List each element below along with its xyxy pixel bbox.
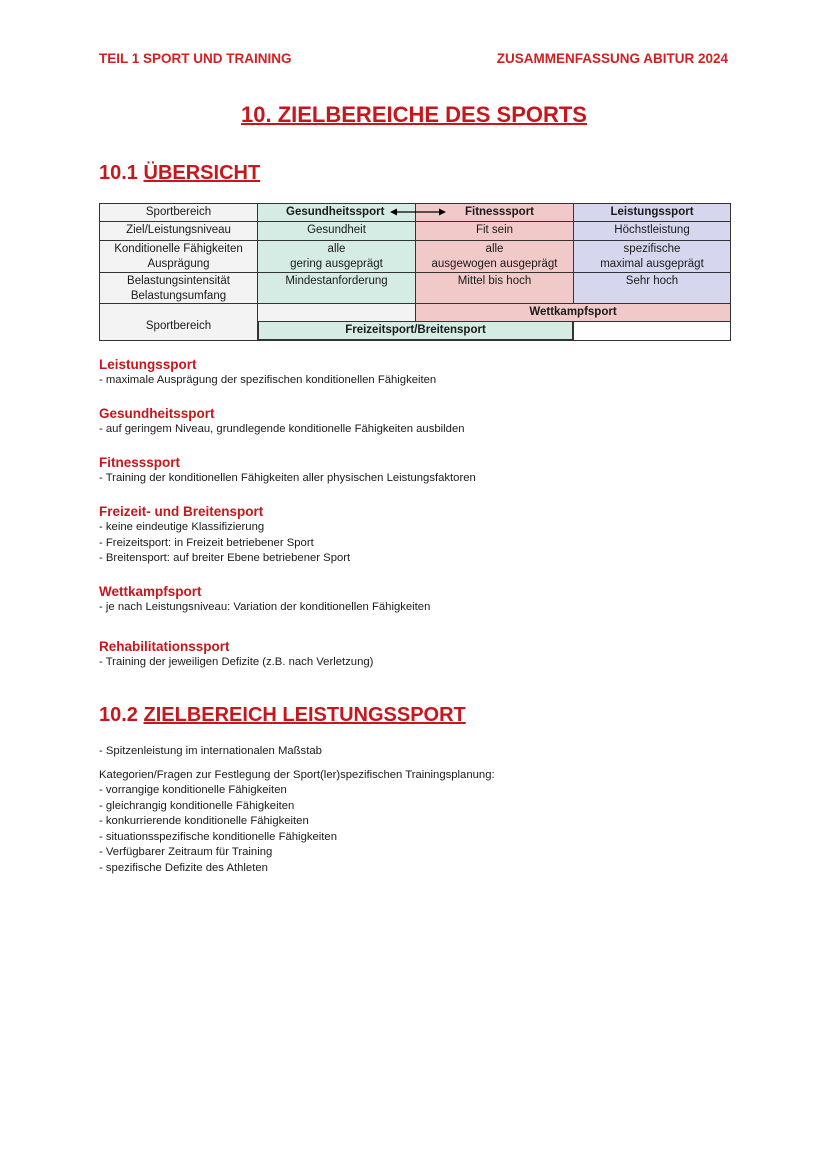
table-cell: Fit sein bbox=[415, 221, 574, 241]
double-arrow-icon bbox=[390, 206, 446, 218]
table-head: Leistungssport bbox=[573, 203, 731, 222]
section-title: Leistungssport bbox=[99, 357, 197, 372]
table-cell: Belastungsintensität Belastungsumfang bbox=[99, 272, 258, 304]
section-title: Freizeit- und Breitensport bbox=[99, 504, 264, 519]
list-item: - Verfügbarer Zeitraum für Training bbox=[99, 846, 273, 858]
section-line: - Breitensport: auf breiter Ebene betriebener Sport bbox=[99, 552, 351, 564]
section-title: Rehabilitationssport bbox=[99, 639, 230, 654]
table-cell: Höchstleistung bbox=[573, 221, 731, 241]
table-cell: spezifische maximal ausgeprägt bbox=[573, 240, 731, 273]
sport-section bbox=[99, 583, 430, 616]
list-item: - vorrangige konditionelle Fähigkeiten bbox=[99, 784, 287, 796]
section-title: Fitnesssport bbox=[99, 455, 181, 470]
table-cell: Gesundheit bbox=[257, 221, 416, 241]
sport-section bbox=[99, 356, 436, 389]
section-line: - keine eindeutige Klassifizierung bbox=[99, 521, 265, 533]
section-10-2-body bbox=[99, 744, 495, 876]
table-cell: alle ausgewogen ausgeprägt bbox=[415, 240, 574, 273]
sport-section bbox=[99, 454, 476, 487]
section-line: - je nach Leistungsniveau: Variation der konditionellen Fähigkeiten bbox=[99, 601, 431, 613]
table-head: Gesundheitssport bbox=[257, 203, 416, 222]
sport-section bbox=[99, 638, 373, 671]
table-head: Sportbereich bbox=[99, 203, 258, 222]
table-cell-freizeitsport: Freizeitsport/Breitensport bbox=[257, 321, 574, 341]
table-cell: Sehr hoch bbox=[573, 272, 731, 304]
intro-line: - Spitzenleistung im internationalen Maßstab bbox=[99, 745, 322, 757]
sport-section bbox=[99, 503, 350, 567]
section-line: - Freizeitsport: in Freizeit betriebener Sport bbox=[99, 536, 314, 549]
table-cell: Ziel/Leistungsniveau bbox=[99, 221, 258, 241]
section-title: Wettkampfsport bbox=[99, 584, 202, 599]
lead-line: Kategorien/Fragen zur Festlegung der Sport(ler)spezifischen Trainingsplanung: bbox=[99, 768, 495, 781]
header-right: ZUSAMMENFASSUNG ABITUR 2024 bbox=[496, 51, 728, 66]
table-cell-empty bbox=[257, 303, 416, 322]
section-line: - Training der jeweiligen Defizite (z.B. nach Verletzung) bbox=[99, 656, 374, 668]
section-heading-10-1: 10.1 ÜBERSICHT bbox=[99, 162, 261, 184]
table-cell: Sportbereich bbox=[99, 303, 258, 341]
table-cell: Konditionelle Fähigkeiten Ausprägung bbox=[99, 240, 258, 273]
table-cell-empty bbox=[573, 321, 731, 341]
list-item: - gleichrangig konditionelle Fähigkeiten bbox=[99, 799, 295, 812]
page-title: 10. ZIELBEREICHE DES SPORTS bbox=[241, 102, 587, 127]
table-cell-wettkampfsport: Wettkampfsport bbox=[415, 303, 731, 322]
list-item: - situationsspezifische konditionelle Fähigkeiten bbox=[99, 830, 337, 843]
table-cell: alle gering ausgeprägt bbox=[257, 240, 416, 273]
list-item: - spezifische Defizite des Athleten bbox=[99, 861, 268, 874]
table-cell: Mittel bis hoch bbox=[415, 272, 574, 304]
list-item: - konkurrierende konditionelle Fähigkeiten bbox=[99, 815, 309, 827]
section-heading-10-2: 10.2 ZIELBEREICH LEISTUNGSSPORT bbox=[99, 704, 466, 726]
section-line: - Training der konditionellen Fähigkeiten aller physischen Leistungsfaktoren bbox=[99, 472, 476, 484]
table-cell: Mindestanforderung bbox=[257, 272, 416, 304]
sport-section bbox=[99, 405, 465, 438]
table-head: Fitnesssport bbox=[415, 203, 574, 222]
section-line: - maximale Ausprägung der spezifischen konditionellen Fähigkeiten bbox=[99, 374, 437, 386]
section-line: - auf geringem Niveau, grundlegende konditionelle Fähigkeiten ausbilden bbox=[99, 423, 465, 435]
section-title: Gesundheitssport bbox=[99, 406, 215, 421]
header-left: TEIL 1 SPORT UND TRAINING bbox=[99, 51, 292, 66]
